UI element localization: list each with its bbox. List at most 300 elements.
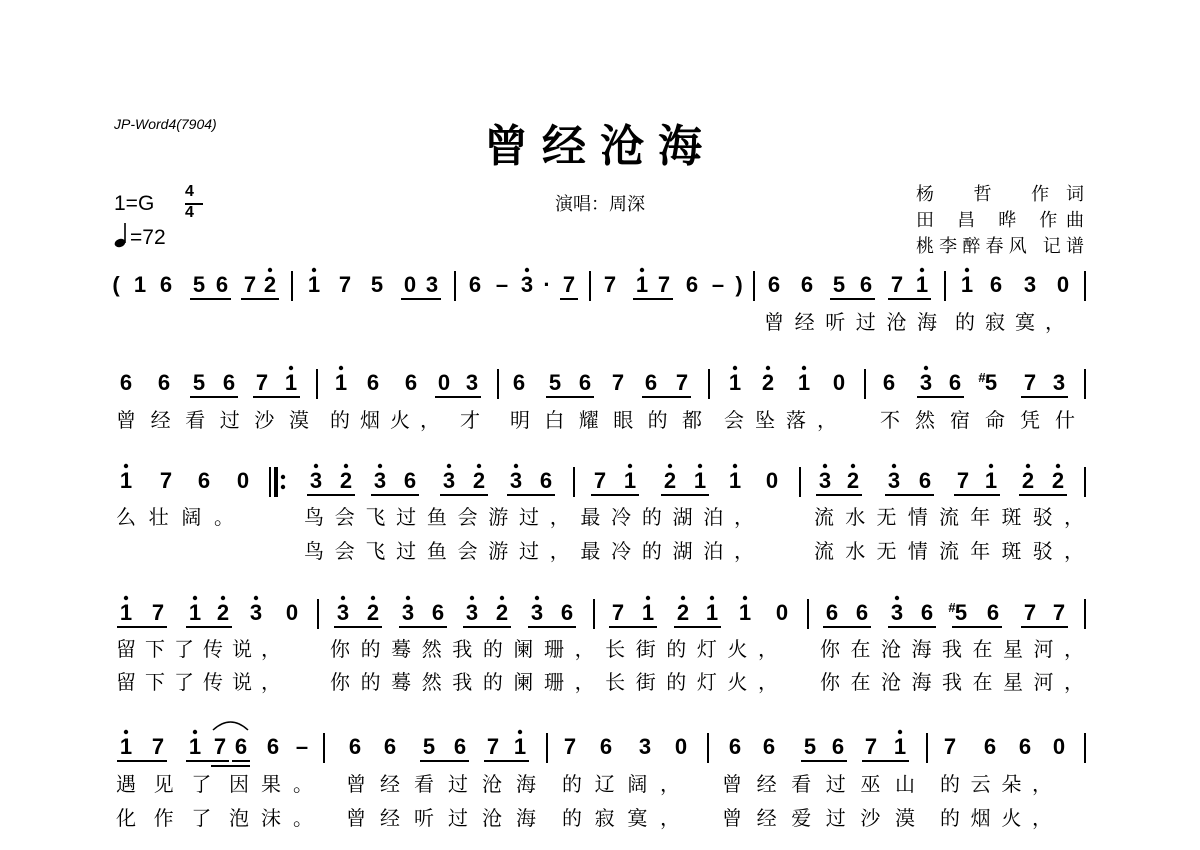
jianpu-note: 2	[216, 600, 230, 625]
octave-dot-high	[681, 596, 685, 600]
jianpu-note: 6	[222, 370, 236, 395]
eighth-underline	[117, 760, 167, 762]
jianpu-note: 3	[465, 600, 479, 625]
jianpu-note: 1	[728, 468, 742, 493]
octave-dot-high	[124, 730, 128, 734]
jianpu-note: 7	[943, 734, 957, 759]
eighth-underline	[232, 760, 250, 762]
barline	[546, 733, 548, 763]
lyric-line: 鸟会飞过鱼会游过，最冷的湖泊，	[304, 505, 754, 529]
eighth-underline	[463, 626, 511, 628]
jianpu-note: 1	[334, 370, 348, 395]
barline	[1084, 369, 1086, 399]
barline	[1084, 467, 1086, 497]
barline	[926, 733, 928, 763]
octave-dot-high	[851, 464, 855, 468]
eighth-underline	[528, 626, 576, 628]
lyric-line: 你的蓦然我的阑珊，长街的灯火，	[330, 637, 778, 661]
octave-dot-high	[314, 464, 318, 468]
octave-dot-high	[924, 366, 928, 370]
eighth-underline	[1021, 396, 1068, 398]
eighth-underline	[484, 760, 529, 762]
jianpu-note: 6	[767, 272, 781, 297]
octave-dot-high	[406, 596, 410, 600]
barline	[1084, 599, 1086, 629]
jianpu-note: 2	[339, 468, 353, 493]
jianpu-note: 6	[197, 468, 211, 493]
eighth-underline	[546, 396, 594, 398]
octave-dot-high	[371, 596, 375, 600]
lyric-line-2: 化作了泡	[116, 806, 249, 830]
jianpu-note: ·	[543, 272, 551, 297]
jianpu-note: 2	[663, 468, 677, 493]
jianpu-note: 3	[919, 370, 933, 395]
jianpu-note: 0	[1052, 734, 1066, 759]
octave-dot-high	[628, 464, 632, 468]
jianpu-note: 5	[832, 272, 846, 297]
jianpu-note: 7	[611, 370, 625, 395]
jianpu-note: 5	[370, 272, 384, 297]
jianpu-note: 3	[336, 600, 350, 625]
jianpu-note: 6	[882, 370, 896, 395]
jianpu-note: 2	[263, 272, 277, 297]
barline	[573, 467, 575, 497]
jianpu-note: 7	[1052, 600, 1066, 625]
software-label: JP-Word4(7904)	[114, 116, 217, 132]
jianpu-note: 6	[539, 468, 553, 493]
jianpu-note: 3	[1052, 370, 1066, 395]
octave-dot-high	[898, 730, 902, 734]
transcriber-credit: 桃李醉春风 记谱	[916, 236, 1084, 257]
barline	[589, 271, 591, 301]
octave-dot-high	[289, 366, 293, 370]
jianpu-note: 1	[188, 734, 202, 759]
jianpu-note: 7	[890, 272, 904, 297]
jianpu-note: 1	[728, 370, 742, 395]
jianpu-note: 0	[403, 272, 417, 297]
eighth-underline	[801, 760, 847, 762]
jianpu-note: 6	[948, 370, 962, 395]
jianpu-note: 7	[255, 370, 269, 395]
jianpu-note: 7	[563, 734, 577, 759]
jianpu-note: 3	[638, 734, 652, 759]
jianpu-note: 7	[956, 468, 970, 493]
lyric-line-2: 曾经爱过沙漠	[722, 806, 915, 830]
singer-label: 演唱：周深	[555, 194, 645, 215]
repeat-barline-thick	[274, 467, 278, 497]
octave-dot-high	[710, 596, 714, 600]
jianpu-note: 3	[890, 600, 904, 625]
jianpu-note: 2	[472, 468, 486, 493]
lyric-line: 果。	[261, 772, 313, 796]
bracket: (	[112, 272, 120, 297]
eighth-underline	[440, 494, 488, 496]
jianpu-note: 6	[404, 370, 418, 395]
eighth-underline	[117, 626, 167, 628]
barline	[799, 467, 801, 497]
eighth-underline	[190, 396, 238, 398]
jianpu-note: 6	[983, 734, 997, 759]
jianpu-note: 6	[800, 272, 814, 297]
time-signature-top: 4	[185, 183, 194, 200]
jianpu-note: 6	[560, 600, 574, 625]
jianpu-note: 6	[859, 272, 873, 297]
jianpu-note: 1	[915, 272, 929, 297]
octave-dot-high	[124, 596, 128, 600]
eighth-underline	[954, 494, 1000, 496]
eighth-underline	[591, 494, 639, 496]
lyric-line: 明白耀眼的都	[510, 408, 702, 432]
eighth-underline	[399, 626, 447, 628]
jianpu-note: 7	[151, 734, 165, 759]
lyric-line: 的云朵，	[940, 772, 1052, 796]
octave-dot-high	[124, 464, 128, 468]
jianpu-note: 7	[611, 600, 625, 625]
jianpu-note: 7	[603, 272, 617, 297]
octave-dot-high	[518, 730, 522, 734]
jianpu-note: 6	[234, 734, 248, 759]
jianpu-note: 1	[133, 272, 147, 297]
lyric-line: 曾经看过沙漠	[116, 408, 309, 432]
jianpu-note: 6	[644, 370, 658, 395]
jianpu-note: 6	[986, 600, 1000, 625]
jianpu-note: 1	[513, 734, 527, 759]
jianpu-note: 3	[401, 600, 415, 625]
jianpu-note: 7	[864, 734, 878, 759]
jianpu-note: 7	[213, 734, 227, 759]
jianpu-note: 7	[562, 272, 576, 297]
jianpu-note: 2	[495, 600, 509, 625]
jianpu-note: 3	[509, 468, 523, 493]
eighth-underline	[1021, 626, 1068, 628]
jianpu-note: 1	[307, 272, 321, 297]
sharp-sign: #	[978, 370, 986, 385]
lyric-line: 曾经听过沧海	[764, 310, 937, 334]
jianpu-note: 6	[831, 734, 845, 759]
barline	[323, 733, 325, 763]
lyric-line-2: 流水无情流年斑驳，	[814, 539, 1084, 563]
octave-dot-high	[535, 596, 539, 600]
jianpu-note: 6	[825, 600, 839, 625]
eighth-underline	[830, 298, 875, 300]
jianpu-note: 6	[728, 734, 742, 759]
jianpu-note: 1	[960, 272, 974, 297]
jianpu-note: 6	[119, 370, 133, 395]
jianpu-note: 5	[954, 600, 968, 625]
jianpu-note: 2	[366, 600, 380, 625]
lyric-line: 你在沧海我在星河，	[820, 637, 1084, 661]
eighth-underline	[435, 396, 481, 398]
dash-note: –	[495, 272, 509, 297]
octave-dot-high	[640, 268, 644, 272]
barline	[707, 733, 709, 763]
octave-dot-high	[1026, 464, 1030, 468]
barline	[291, 271, 293, 301]
jianpu-note: 6	[685, 272, 699, 297]
eighth-underline	[609, 626, 657, 628]
lyric-line: 遇见了因	[116, 772, 249, 796]
jianpu-note: 6	[762, 734, 776, 759]
eighth-underline	[888, 626, 936, 628]
eighth-underline	[253, 396, 300, 398]
jianpu-note: 5	[192, 370, 206, 395]
jianpu-note: 0	[674, 734, 688, 759]
jianpu-note: 6	[1018, 734, 1032, 759]
jianpu-note: 6	[348, 734, 362, 759]
jianpu-note: 6	[403, 468, 417, 493]
jianpu-note: 6	[512, 370, 526, 395]
eighth-underline	[862, 760, 909, 762]
eighth-underline	[190, 298, 231, 300]
barline	[944, 271, 946, 301]
jianpu-note: 1	[641, 600, 655, 625]
jianpu-note: 3	[373, 468, 387, 493]
jianpu-note: 6	[920, 600, 934, 625]
lyric-line-2: 留下了传说，	[116, 670, 281, 694]
octave-dot-high	[221, 596, 225, 600]
lyric-line: 会坠落，	[724, 408, 837, 432]
jianpu-note: 7	[657, 272, 671, 297]
eighth-underline	[186, 626, 232, 628]
eighth-underline	[507, 494, 555, 496]
eighth-underline	[674, 626, 721, 628]
eighth-underline	[816, 494, 862, 496]
barline	[497, 369, 499, 399]
jianpu-note: 2	[676, 600, 690, 625]
jianpu-note: 6	[989, 272, 1003, 297]
jianpu-note: 1	[119, 468, 133, 493]
jianpu-note: 3	[465, 370, 479, 395]
jianpu-note: 0	[765, 468, 779, 493]
jianpu-note: 6	[159, 272, 173, 297]
tempo-value: =72	[130, 226, 166, 249]
octave-dot-high	[378, 464, 382, 468]
jianpu-note: 0	[775, 600, 789, 625]
jianpu-note: 7	[338, 272, 352, 297]
jianpu-note: 0	[236, 468, 250, 493]
lyric-line: 曾经看过巫山	[722, 772, 915, 796]
octave-dot-high	[344, 464, 348, 468]
jianpu-note: 0	[1056, 272, 1070, 297]
jianpu-note: 6	[468, 272, 482, 297]
eighth-underline	[885, 494, 934, 496]
lyric-line-2: 沫。	[261, 806, 313, 830]
time-signature-bottom: 4	[185, 204, 194, 221]
octave-dot-high	[1056, 464, 1060, 468]
composer-credit: 田 昌 晔 作曲	[916, 210, 1084, 231]
key-signature: 1=G	[114, 192, 155, 215]
octave-dot-high	[965, 268, 969, 272]
octave-dot-high	[254, 596, 258, 600]
eighth-underline	[334, 626, 382, 628]
octave-dot-high	[989, 464, 993, 468]
eighth-underline	[401, 298, 441, 300]
dash-note: –	[711, 272, 725, 297]
eighth-underline	[420, 760, 469, 762]
lyric-line-2: 你在沧海我在星河，	[820, 670, 1084, 694]
eighth-underline	[642, 396, 691, 398]
jianpu-note: 6	[266, 734, 280, 759]
eighth-underline	[371, 494, 419, 496]
eighth-underline	[661, 494, 709, 496]
lyricist-credit: 杨 哲 作词	[916, 184, 1084, 205]
jianpu-note: 6	[366, 370, 380, 395]
jianpu-note: 1	[984, 468, 998, 493]
lyric-line-2: 鸟会飞过鱼会游过，最冷的湖泊，	[304, 539, 754, 563]
octave-dot-high	[268, 268, 272, 272]
eighth-underline	[952, 626, 1002, 628]
jianpu-note: 7	[675, 370, 689, 395]
jianpu-note: 3	[309, 468, 323, 493]
jianpu-note: 3	[425, 272, 439, 297]
octave-dot-high	[733, 464, 737, 468]
jianpu-note: 1	[705, 600, 719, 625]
jianpu-note: 1	[635, 272, 649, 297]
jianpu-note: 7	[1023, 370, 1037, 395]
lyric-line: 不然宿命凭什	[880, 408, 1075, 432]
jianpu-note: 7	[1023, 600, 1037, 625]
octave-dot-high	[823, 464, 827, 468]
lyric-line: 的烟火，	[330, 408, 440, 432]
octave-dot-high	[525, 268, 529, 272]
octave-dot-high	[193, 730, 197, 734]
barline	[454, 271, 456, 301]
barline	[708, 369, 710, 399]
jianpu-note: 1	[893, 734, 907, 759]
jianpu-note: 5	[803, 734, 817, 759]
jianpu-note: 2	[761, 370, 775, 395]
eighth-underline	[823, 626, 871, 628]
octave-dot-high	[447, 464, 451, 468]
jianpu-note: 7	[243, 272, 257, 297]
octave-dot-high	[646, 596, 650, 600]
jianpu-note: 6	[431, 600, 445, 625]
jianpu-note: 3	[520, 272, 534, 297]
jianpu-note: 1	[738, 600, 752, 625]
jianpu-note: 7	[151, 600, 165, 625]
octave-dot-high	[500, 596, 504, 600]
lyric-line: 的辽阔，	[562, 772, 680, 796]
octave-dot-high	[341, 596, 345, 600]
octave-dot-high	[895, 596, 899, 600]
jianpu-note: 1	[119, 734, 133, 759]
lyric-line: 流水无情流年斑驳，	[814, 505, 1084, 529]
jianpu-note: 6	[157, 370, 171, 395]
lyric-line: 的寂寞，	[955, 310, 1065, 334]
lyric-line-2: 的烟火，	[940, 806, 1052, 830]
barline	[1084, 271, 1086, 301]
jianpu-note: 6	[453, 734, 467, 759]
eighth-underline	[307, 494, 355, 496]
octave-dot-high	[766, 366, 770, 370]
jianpu-note: 6	[578, 370, 592, 395]
jianpu-note: 6	[383, 734, 397, 759]
jianpu-note: 5	[422, 734, 436, 759]
jianpu-note: 7	[486, 734, 500, 759]
eighth-underline	[241, 298, 279, 300]
octave-dot-high	[514, 464, 518, 468]
eighth-underline	[888, 298, 931, 300]
barline	[316, 369, 318, 399]
eighth-underline	[1019, 494, 1067, 496]
repeat-dot	[281, 475, 285, 479]
octave-dot-high	[312, 268, 316, 272]
jianpu-note: 1	[693, 468, 707, 493]
eighth-underline	[633, 298, 673, 300]
jianpu-note: 2	[1021, 468, 1035, 493]
octave-dot-high	[802, 366, 806, 370]
sixteenth-underline	[211, 765, 250, 767]
octave-dot-high	[698, 464, 702, 468]
jianpu-note: 3	[818, 468, 832, 493]
repeat-dot	[281, 485, 285, 489]
barline	[864, 369, 866, 399]
eighth-underline	[917, 396, 964, 398]
octave-dot-high	[743, 596, 747, 600]
slur-mark	[213, 722, 248, 730]
octave-dot-high	[339, 366, 343, 370]
lyric-line: 留下了传说，	[116, 637, 281, 661]
barline	[1084, 733, 1086, 763]
bracket: )	[735, 272, 743, 297]
octave-dot-high	[193, 596, 197, 600]
sharp-sign: #	[948, 600, 956, 615]
eighth-underline	[560, 298, 578, 300]
jianpu-note: 6	[918, 468, 932, 493]
jianpu-note: 7	[159, 468, 173, 493]
barline	[317, 599, 319, 629]
lyric-line-2: 的寂寞，	[562, 806, 680, 830]
dash-note: –	[295, 734, 309, 759]
barline	[753, 271, 755, 301]
lyric-line-2: 曾经听过沧海	[346, 806, 536, 830]
jianpu-note: 3	[249, 600, 263, 625]
jianpu-note: 0	[832, 370, 846, 395]
octave-dot-high	[668, 464, 672, 468]
octave-dot-high	[470, 596, 474, 600]
lyric-line: 么壮阔。	[116, 505, 234, 529]
jianpu-note: 3	[887, 468, 901, 493]
jianpu-note: 0	[285, 600, 299, 625]
octave-dot-high	[920, 268, 924, 272]
octave-dot-high	[477, 464, 481, 468]
octave-dot-high	[892, 464, 896, 468]
jianpu-note: 1	[188, 600, 202, 625]
jianpu-note: 7	[593, 468, 607, 493]
song-title: 曾经沧海	[484, 121, 716, 172]
jianpu-note: 2	[846, 468, 860, 493]
jianpu-note: 5	[192, 272, 206, 297]
barline	[593, 599, 595, 629]
lyric-line: 才	[460, 408, 480, 432]
octave-dot-high	[733, 366, 737, 370]
jianpu-note: 2	[1051, 468, 1065, 493]
jianpu-note: 6	[215, 272, 229, 297]
lyric-line-2: 你的蓦然我的阑珊，长街的灯火，	[330, 670, 778, 694]
jianpu-note: 3	[442, 468, 456, 493]
jianpu-note: 1	[119, 600, 133, 625]
jianpu-note: 1	[623, 468, 637, 493]
jianpu-note: 1	[284, 370, 298, 395]
jianpu-note: 3	[530, 600, 544, 625]
barline	[807, 599, 809, 629]
jianpu-note: 3	[1023, 272, 1037, 297]
jianpu-note: 1	[797, 370, 811, 395]
jianpu-note: 5	[984, 370, 998, 395]
eighth-underline	[186, 760, 229, 762]
jianpu-note: 0	[437, 370, 451, 395]
jianpu-note: 6	[599, 734, 613, 759]
